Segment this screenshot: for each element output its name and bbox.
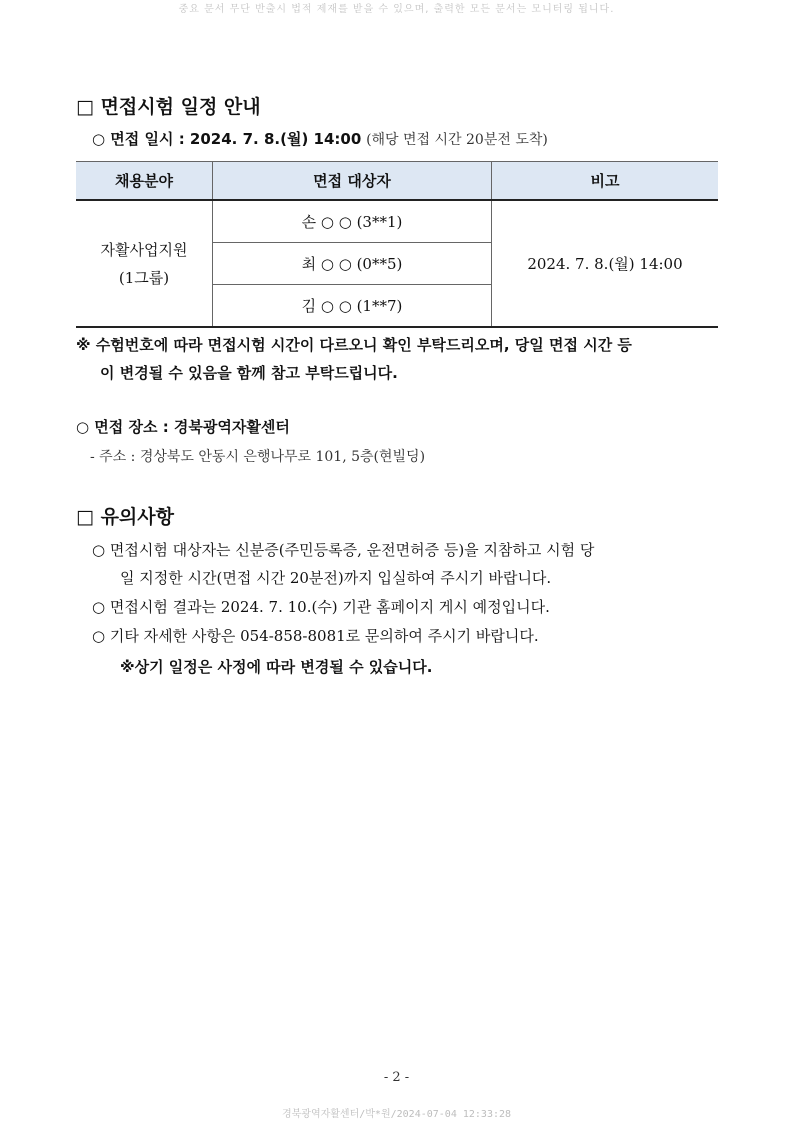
notice-item-3: ○ 기타 자세한 사항은 054-858-8081로 문의하여 주시기 바랍니다.: [92, 627, 539, 645]
notice-item-2: ○ 면접시험 결과는 2024. 7. 10.(수) 기관 홈페이지 게시 예정입니다.: [92, 598, 550, 616]
interview-venue-label: ○ 면접 장소 : 경북광역자활센터: [76, 418, 290, 436]
interview-datetime-note: (해당 면접 시간 20분전 도착): [366, 132, 548, 148]
table-header-row: [76, 162, 718, 201]
recruit-field-name: 자활사업지원: [100, 240, 188, 259]
interview-schedule-table: [76, 161, 718, 328]
interview-datetime-line: [92, 128, 548, 149]
recruit-field-cell: [76, 200, 213, 327]
table-header-field: 채용분야: [76, 162, 213, 201]
change-notice: ※상기 일정은 사정에 따라 변경될 수 있습니다.: [120, 658, 433, 676]
schedule-notice-line1: ※ 수험번호에 따라 면접시험 시간이 다르오니 확인 부탁드리오며, 당일 면접 시간 등: [76, 336, 632, 354]
candidate-cell: 손 ○ ○ (3**1): [213, 200, 492, 243]
notice-item-1-line1: ○ 면접시험 대상자는 신분증(주민등록증, 운전면허증 등)을 지참하고 시험 당: [92, 541, 595, 559]
section-title-notes: □ 유의사항: [76, 506, 174, 528]
remark-cell: 2024. 7. 8.(월) 14:00: [492, 200, 719, 327]
table-header-remark: 비고: [492, 162, 719, 201]
watermark-top: 중요 문서 무단 반출시 법적 제재를 받을 수 있으며, 출력한 모든 문서는 모니터링 됩니다.: [178, 4, 615, 15]
interview-datetime-label: ○ 면접 일시 : 2024. 7. 8.(월) 14:00: [92, 130, 362, 148]
footer-stamp: 경북광역자활센터/박*원/2024-07-04 12:33:28: [281, 1109, 512, 1120]
table-header-candidates: 면접 대상자: [213, 162, 492, 201]
venue-address: - 주소 : 경상북도 안동시 은행나무로 101, 5층(현빌딩): [90, 449, 426, 465]
schedule-notice-line2: 이 변경될 수 있음을 함께 참고 부탁드립니다.: [100, 364, 398, 382]
recruit-field-group: (1그룹): [118, 268, 170, 287]
notice-item-1-line2: 일 지정한 시간(면접 시간 20분전)까지 입실하여 주시기 바랍니다.: [120, 569, 552, 587]
section-title-schedule: □ 면접시험 일정 안내: [76, 96, 261, 118]
page-number: - 2 -: [383, 1070, 410, 1085]
candidate-cell: 김 ○ ○ (1**7): [213, 285, 492, 328]
table-row: [76, 200, 718, 243]
candidate-cell: 최 ○ ○ (0**5): [213, 243, 492, 285]
